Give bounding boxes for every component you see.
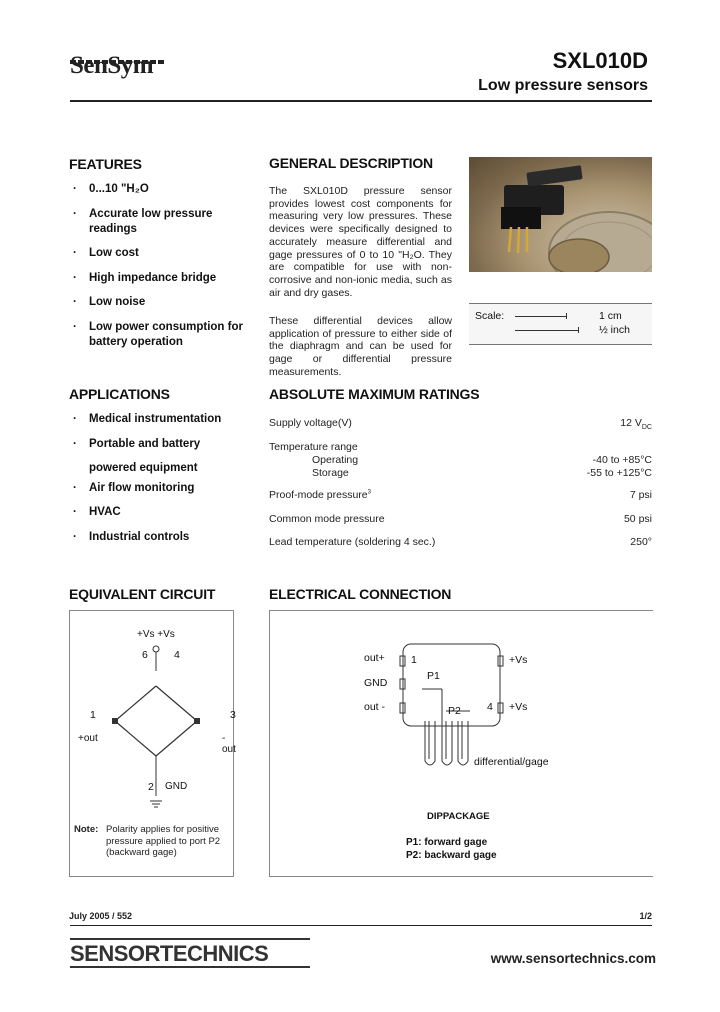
list-item: · Industrial controls	[73, 530, 190, 543]
dip-package-label: DIPPACKAGE	[427, 811, 490, 822]
pin-3-label: 3	[230, 709, 236, 721]
conn-out-minus-label: out -	[364, 701, 386, 713]
rating-value: -55 to +125°C	[586, 467, 652, 479]
conn-pin-4-label: 4	[487, 701, 493, 713]
applications-heading: APPLICATIONS	[69, 386, 170, 402]
list-item: · Low cost	[73, 247, 139, 259]
equivalent-circuit-box	[69, 610, 234, 877]
rating-row-common-mode	[269, 513, 652, 525]
electrical-connection-box	[269, 610, 653, 877]
note-label: Note:	[74, 824, 99, 835]
rating-label: Proof-mode pressure$^3$	[269, 489, 371, 501]
scale-inch: ½ inch	[599, 324, 630, 336]
scale-tick	[566, 313, 567, 319]
list-item: · Air flow monitoring	[73, 481, 195, 494]
gnd-label: GND	[165, 781, 188, 792]
list-item: · Low noise	[73, 296, 146, 308]
scale-bar-cm	[515, 316, 567, 317]
features-heading: FEATURES	[69, 156, 142, 172]
rating-value: 7 psi	[629, 489, 652, 501]
description-heading: GENERAL DESCRIPTION	[269, 155, 433, 171]
rating-row-temperature	[269, 441, 652, 453]
rating-row-lead-temp	[269, 536, 652, 548]
rating-label: Storage	[312, 467, 349, 479]
list-item: · High impedance bridge	[73, 271, 217, 284]
list-item: · Accurate low pressure readings	[73, 207, 213, 235]
footer-page: 1/2	[639, 911, 652, 921]
rating-value: 12 $V_{DC}$	[620, 417, 652, 432]
ratings-heading: ABSOLUTE MAXIMUM RATINGS	[269, 386, 480, 402]
scale-label: Scale:	[475, 310, 505, 322]
package-diagram	[270, 611, 653, 781]
out-minus-label: -out	[222, 733, 236, 755]
list-item: · 0...10 "H₂O	[73, 183, 149, 195]
scale-legend	[469, 303, 652, 345]
pin-4-label: 4	[174, 649, 180, 661]
conn-pin-1-label: 1	[411, 654, 417, 666]
rating-row-supply	[269, 417, 652, 432]
rating-label: Supply voltage(V)	[269, 417, 352, 429]
conn-vs-label-1: +Vs	[509, 654, 528, 666]
port-legend-p1	[406, 837, 487, 848]
port-legend-p2	[406, 850, 497, 861]
rating-row-storage	[269, 467, 652, 479]
company-logo-rule-top	[70, 938, 310, 940]
port-legend-key: P1:	[406, 837, 422, 848]
list-item: · Portable and battery powered equipment	[73, 437, 201, 474]
company-website-link[interactable]: www.sensortechnics.com	[490, 951, 656, 966]
list-item: · HVAC	[73, 506, 121, 518]
product-subtitle: Low pressure sensors	[478, 77, 648, 94]
scale-bar-inch	[515, 330, 579, 331]
list-item: · Medical instrumentation	[73, 413, 222, 425]
pin-2-label: 2	[148, 781, 154, 793]
port-p1-label: P1	[427, 670, 440, 682]
scale-tick	[578, 327, 579, 333]
company-logo: SENSORTECHNICS	[70, 941, 269, 966]
port-legend-desc: forward gage	[424, 837, 488, 848]
rating-label: Lead temperature (soldering 4 sec.)	[269, 536, 436, 548]
footer-date: July 2005 / 552	[69, 911, 133, 921]
rating-label: Temperature range	[269, 441, 358, 453]
rating-label: Common mode pressure	[269, 513, 385, 525]
rating-value: 250°	[630, 536, 652, 548]
connection-heading: ELECTRICAL CONNECTION	[269, 586, 452, 602]
conn-vs-label-2: +Vs	[509, 701, 528, 713]
pin-1-label: 1	[90, 709, 96, 721]
description-paragraph-2: These differential devices allow application of pressure to either side of the diaphragm and can be used for gage or differential pressure measurements.	[269, 315, 452, 378]
rating-row-operating	[269, 454, 652, 466]
port-legend-key: P2:	[406, 850, 422, 861]
rating-value: 50 psi	[623, 513, 652, 525]
applications-list	[69, 412, 239, 554]
pin-6-label: 6	[142, 649, 148, 661]
scale-cm: 1 cm	[599, 310, 622, 322]
list-item: · Low power consumption for battery operation	[73, 320, 243, 348]
description-paragraph-1: The SXL010D pressure sensor provides lowest cost components for measuring very low pressures. These devices were specifically designed to accurately measure differential and gage pressures of 0 to 10 "H₂O. They are compatible for use with non-corrosive and non-ionic media, such as air and dry gases.	[269, 185, 452, 299]
header-divider	[70, 100, 652, 102]
note-text: Polarity applies for positive pressure applied to port P2 (backward gage)	[106, 824, 221, 858]
vs-labels: +Vs +Vs	[137, 629, 175, 640]
differential-gage-label: differential/gage	[474, 756, 549, 768]
features-list	[69, 182, 259, 359]
product-photo	[469, 157, 652, 272]
conn-gnd-label: GND	[364, 677, 388, 689]
out-plus-label: +out	[78, 733, 98, 744]
conn-out-plus-label: out+	[364, 652, 385, 664]
rating-row-proof	[269, 489, 652, 501]
product-title: SXL010D	[552, 48, 648, 73]
brand-logo: SenSym	[70, 52, 154, 79]
rating-label: Operating	[312, 454, 359, 466]
rating-value: -40 to +85°C	[592, 454, 652, 466]
footer-divider	[70, 925, 652, 926]
circuit-heading: EQUIVALENT CIRCUIT	[69, 586, 216, 602]
port-legend-desc: backward gage	[424, 850, 497, 861]
company-logo-rule-bottom	[70, 966, 310, 968]
port-p2-label: P2	[448, 705, 461, 717]
